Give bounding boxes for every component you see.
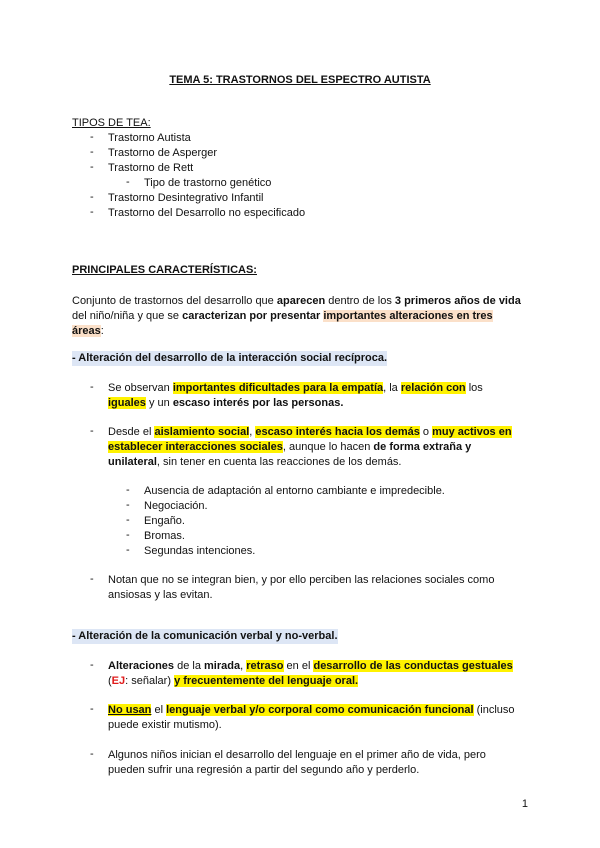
intro-line-2 (72, 309, 493, 324)
paragraph-line (108, 703, 515, 718)
list-item: Tipo de trastorno genético (144, 177, 272, 189)
list-item: Trastorno de Rett (108, 162, 194, 174)
text-span: mirada (204, 660, 241, 672)
highlight-span: muy activos en (432, 426, 512, 438)
list-item: Trastorno de Asperger (108, 147, 218, 159)
highlight-span: iguales (108, 397, 146, 409)
bullet-dash: - (90, 703, 94, 715)
list-item: Trastorno Autista (108, 132, 191, 144)
highlight-span: aislamiento social (154, 426, 250, 438)
text-span: , (249, 426, 256, 438)
text-span: Conjunto de trastornos del desarrollo que (72, 295, 277, 307)
principales-heading: PRINCIPALES CARACTERÍSTICAS: (72, 264, 257, 276)
list-item: Trastorno del Desarrollo no especificado (108, 207, 306, 219)
text-span: , (240, 660, 247, 672)
bullet-dash: - (126, 514, 130, 526)
highlight-span: importantes alteraciones en tres (323, 310, 493, 322)
paragraph-line: Algunos niños inician el desarrollo del lenguaje en el primer año de vida, pero (108, 749, 486, 761)
text-span: Alteraciones (108, 660, 175, 672)
intro-line-3 (72, 324, 104, 339)
paragraph-line (108, 674, 358, 689)
paragraph-line: pueden sufrir una regresión a partir del segundo año y perderlo. (108, 764, 420, 776)
text-span: : (100, 325, 104, 337)
text-span: , sin tener en cuenta las reacciones de los demás. (156, 456, 402, 468)
text-span: , la (383, 382, 401, 394)
paragraph-line (108, 659, 513, 674)
text-span: los (465, 382, 483, 394)
list-item: Bromas. (144, 530, 185, 542)
highlight-span: relación con (400, 382, 466, 394)
text-span: (incluso (473, 704, 515, 716)
highlight-span: escaso interés hacia los demás (255, 426, 420, 438)
text-span: EJ (111, 675, 126, 687)
bullet-dash: - (126, 529, 130, 541)
list-item: Segundas intenciones. (144, 545, 256, 557)
bullet-dash: - (90, 748, 94, 760)
paragraph-line: puede existir mutismo). (108, 719, 222, 731)
bullet-dash: - (90, 191, 94, 203)
tipos-heading: TIPOS DE TEA: (72, 117, 151, 129)
list-item: Ausencia de adaptación al entorno cambiante e impredecible. (144, 485, 445, 497)
text-span: ( (108, 675, 112, 687)
paragraph-line (108, 425, 512, 440)
bullet-dash: - (90, 146, 94, 158)
text-span: del niño/niña y que se (72, 310, 183, 322)
text-span: caracterizan por presentar (182, 310, 321, 322)
text-span: unilateral (108, 456, 157, 468)
paragraph-line (108, 381, 483, 396)
list-item: Engaño. (144, 515, 185, 527)
section-heading-communication: - Alteración de la comunicación verbal y no-verbal. (72, 630, 338, 642)
highlight-span: áreas (72, 325, 101, 337)
bullet-dash: - (90, 161, 94, 173)
highlight-span: y frecuentemente del lenguaje oral. (174, 675, 359, 687)
paragraph-line: ansiosas y las evitan. (108, 589, 213, 601)
highlight-span: retraso (246, 660, 284, 672)
text-span: : señalar) (125, 675, 175, 687)
bullet-dash: - (90, 206, 94, 218)
text-span: el (151, 704, 167, 716)
text-span: , aunque lo hacen (282, 441, 374, 453)
text-span: dentro de los (325, 295, 395, 307)
section-heading-social: - Alteración del desarrollo de la interacción social recíproca. (72, 352, 388, 364)
bullet-dash: - (90, 425, 94, 437)
text-span: 3 primeros años de vida (394, 295, 521, 307)
bullet-dash: - (90, 131, 94, 143)
text-span: de la (174, 660, 204, 672)
highlight-span: establecer interacciones sociales (108, 441, 283, 453)
page-title: TEMA 5: TRASTORNOS DEL ESPECTRO AUTISTA (169, 74, 431, 86)
bullet-dash: - (90, 573, 94, 585)
page-number: 1 (521, 798, 528, 810)
text-span: en el (283, 660, 314, 672)
bullet-dash: - (126, 176, 130, 188)
list-item: Negociación. (144, 500, 208, 512)
highlight-span: desarrollo de las conductas gestuales (313, 660, 513, 672)
text-span: y un (145, 397, 173, 409)
text-span: escaso interés por las personas. (172, 397, 344, 409)
highlight-span: No usan (108, 704, 152, 716)
list-item: Trastorno Desintegrativo Infantil (108, 192, 264, 204)
highlight-span: importantes dificultades para la empatía (172, 382, 384, 394)
paragraph-line (108, 440, 471, 455)
bullet-dash: - (126, 544, 130, 556)
bullet-dash: - (90, 659, 94, 671)
paragraph-line (108, 455, 402, 470)
text-span: aparecen (276, 295, 326, 307)
bullet-dash: - (126, 484, 130, 496)
text-span: o (419, 426, 433, 438)
paragraph-line (108, 396, 343, 411)
paragraph-line: Notan que no se integran bien, y por ello perciben las relaciones sociales como (108, 574, 495, 586)
text-span: Se observan (108, 382, 173, 394)
text-span: de forma extraña y (373, 441, 472, 453)
intro-line-1 (72, 294, 521, 309)
highlight-span: lenguaje verbal y/o corporal como comunicación funcional (166, 704, 474, 716)
bullet-dash: - (126, 499, 130, 511)
text-span: Desde el (108, 426, 155, 438)
bullet-dash: - (90, 381, 94, 393)
